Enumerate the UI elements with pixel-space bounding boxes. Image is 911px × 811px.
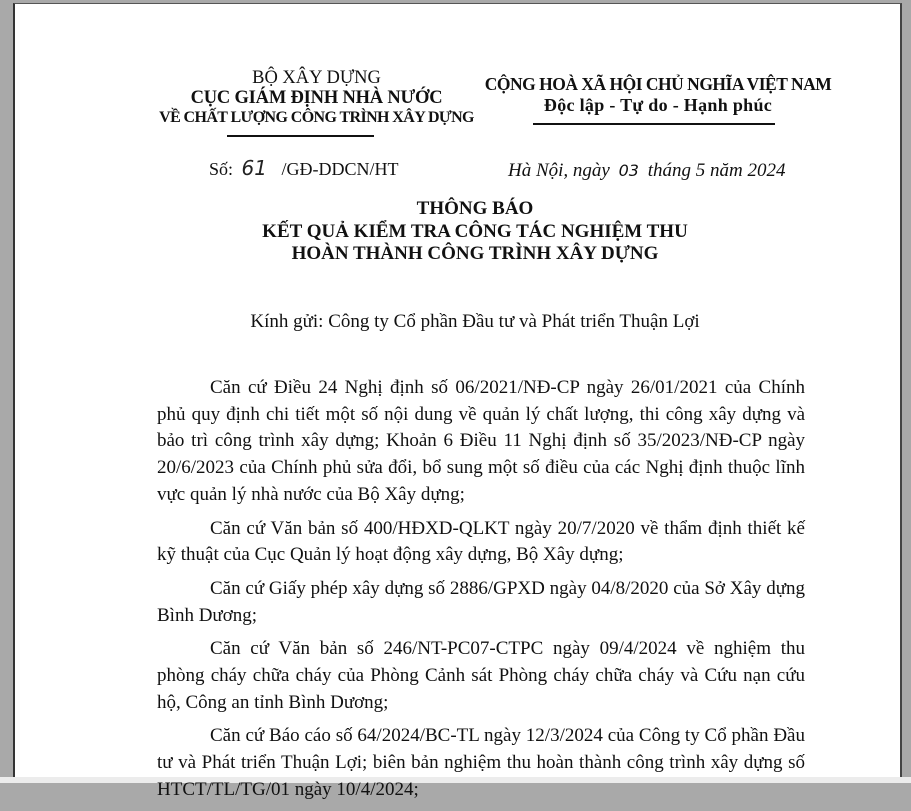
title-line1: THÔNG BÁO xyxy=(416,198,534,219)
document-number-suffix: /GĐ-DDCN/HT xyxy=(281,159,399,179)
date-month: 5 xyxy=(695,160,706,181)
department-name-line1: CỤC GIÁM ĐỊNH NHÀ NƯỚC xyxy=(190,88,443,108)
legal-basis-paragraph: Căn cứ Điều 24 Nghị định số 06/2021/NĐ-CP ngày 26/01/2021 của Chính phủ quy định chi tiết một số nội dung về quản lý chất lượng, thi công xây dựng và bảo trì công trình xây dựng; Khoản 6 Điều 11 Nghị định số 35/2023/NĐ-CP ngày 20/6/2023 của Chính phủ sửa đổi, bổ sung một số điều của các Nghị định thuộc lĩnh vực quản lý nhà nước của Bộ Xây dựng; xyxy=(157,377,805,505)
legal-basis-paragraph: Căn cứ Văn bản số 400/HĐXD-QLKT ngày 20/7/2020 về thẩm định thiết kế kỹ thuật của Cục Quản lý hoạt động xây dựng, Bộ Xây dựng; xyxy=(157,517,805,566)
title-line3: HOÀN THÀNH CÔNG TRÌNH XÂY DỰNG xyxy=(291,243,659,264)
issue-date xyxy=(508,160,785,182)
legal-basis-paragraph: Căn cứ Văn bản số 246/NT-PC07-CTPC ngày 09/4/2024 về nghiệm thu phòng cháy chữa cháy của Phòng Cảnh sát Phòng cháy chữa cháy và Cứu nạn cứu hộ, Công an tỉnh Bình Dương; xyxy=(157,638,805,713)
agency-underline xyxy=(227,135,374,137)
national-motto: Độc lập - Tự do - Hạnh phúc xyxy=(543,95,773,115)
title-line2: KẾT QUẢ KIỂM TRA CÔNG TÁC NGHIỆM THU xyxy=(262,220,688,242)
document-title xyxy=(150,198,800,266)
recipient-line: Kính gửi: Công ty Cổ phần Đầu tư và Phát triển Thuận Lợi xyxy=(250,311,700,332)
legal-basis-paragraph: Căn cứ Báo cáo số 64/2024/BC-TL ngày 12/3/2024 của Công ty Cổ phần Đầu tư và Phát triển Thuận Lợi; biên bản nghiệm thu hoàn thành công trình xây dựng số HTCT/TL/TG/01 ngày 10/4/2024; xyxy=(157,725,805,800)
department-name-line2: VỀ CHẤT LƯỢNG CÔNG TRÌNH XÂY DỰNG xyxy=(159,109,474,126)
motto-underline xyxy=(533,123,775,125)
document-body xyxy=(157,375,805,811)
document-number-value: 61 xyxy=(241,156,267,180)
ministry-name: BỘ XÂY DỰNG xyxy=(252,68,381,88)
document-number-label: Số: xyxy=(209,159,234,179)
date-month-label: tháng xyxy=(647,160,691,181)
issuing-agency-header xyxy=(150,68,483,127)
date-prefix: Hà Nội, ngày xyxy=(508,160,610,181)
date-day: 03 xyxy=(618,161,639,180)
document-number xyxy=(209,156,398,180)
legal-basis-paragraph: Căn cứ Giấy phép xây dựng số 2886/GPXD ngày 04/8/2020 của Sở Xây dựng Bình Dương; xyxy=(157,577,805,626)
national-header xyxy=(468,74,848,116)
nation-name: CỘNG HOÀ XÃ HỘI CHỦ NGHĨA VIỆT NAM xyxy=(484,74,832,94)
date-year: năm 2024 xyxy=(710,160,786,181)
